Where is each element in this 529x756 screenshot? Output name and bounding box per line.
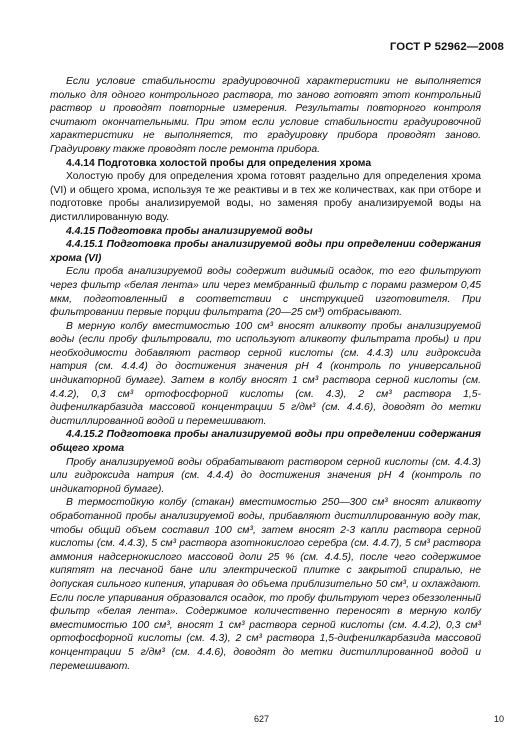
paragraph-blank-sample: Холостую пробу для определения хрома готовят раздельно для определения хрома (VI) и общего хрома, используя те же реактивы и в тех же количествах, как при отборе и подготовке пробы анализируемой воды, но заменяя пробу анализируемой воды на дистиллированную воду. bbox=[50, 171, 481, 223]
heading-4-4-15-2: 4.4.15.2 Подготовка пробы анализируемой воды при определении содержания общего хрома bbox=[50, 429, 481, 455]
standard-header: ГОСТ Р 52962—2008 bbox=[389, 41, 504, 53]
paragraph-filtering: Если проба анализируемой воды содержит видимый осадок, то его фильтруют через фильтр «белая лента» или через мембранный фильтр с порами размером 0,45 мкм, подготовленный в соответствии с инструкцией изготовителя. При фильтровании первые порции фильтрата (20—25 см³) отбрасывают. bbox=[50, 266, 481, 319]
paragraph-ph-adjustment: Пробу анализируемой воды обрабатывают раствором серной кислоты (см. 4.4.3) или гидроксида натрия (см. 4.4.4) до достижения значения pH 4 (контроль по индикаторной бумаге). bbox=[50, 456, 481, 495]
heading-4-4-14: 4.4.14 Подготовка холостой пробы для определения хрома bbox=[66, 157, 372, 169]
page-number: 10 bbox=[493, 714, 504, 724]
document-body bbox=[50, 75, 481, 673]
paragraph-calibration-repeat: Если условие стабильности градуировочной характеристики не выполняется только для одного контрольного раствора, то заново готовят этот контрольный раствор и проводят повторные измерения. Результаты повторного контроля считают окончательными. При этом если условие стабильности градуировочной характеристики не выполняется, то градуировку прибора проводят заново. Градуировку также проводят после ремонта прибора. bbox=[50, 76, 481, 155]
paragraph-chromium-vi-procedure: В мерную колбу вместимостью 100 см³ вносят аликвоту пробы анализируемой воды (если пробу фильтровали, то используют аликвоту фильтрата пробы) и при необходимости добавляют раствор серной кислоты (см. 4.4.3) или гидроксида натрия (см. 4.4.4) до достижения значения pH 4 (контроль по универсальной индикаторной бумаге). Затем в колбу вносят 1 см³ раствора серной кислоты (см. 4.4.2), 0,3 см³ ортофосфорной кислоты (см. 4.3), 2 см³ раствора 1,5-дифенилкарбазида массовой концентрации 5 г/дм³ (см. 4.4.6), доводят до метки дистиллированной водой и перемешивают. bbox=[50, 320, 481, 427]
paragraph-total-chromium-procedure: В термостойкую колбу (стакан) вместимостью 250—300 см³ вносят аликвоту обработанной пробы анализируемой воды, прибавляют дистиллированную воду так, чтобы общий объем составил 100 см³, затем вносят 2-3 капли раствора серной кислоты (см. 4.4.3), 5 см³ раствора азотнокислого серебра (см. 4.4.7), 5 см³ раствора аммония надсернокислого массовой доли 25 % (см. 4.4.5), после чего содержимое кипятят на песчаной бане или электрической плитке с закрытой спиралью, не допуская сильного кипения, упаривая до объема приблизительно 50 см³, и охлаждают. Если после упаривания образовался осадок, то пробу фильтруют через обеззоленный фильтр «белая лента». Содержимое количественно переносят в мерную колбу вместимостью 100 см³, вносят 1 см³ раствора серной кислоты (см. 4.4.2), 0,3 см³ ортофосфорной кислоты (см. 4.3), 2 см³ раствора 1,5-дифенилкарбазида массовой концентрации 5 г/дм³ (см. 4.4.6), доводят до метки дистиллированной водой и перемешивают. bbox=[50, 497, 481, 672]
heading-4-4-15: 4.4.15 Подготовка пробы анализируемой воды bbox=[66, 225, 313, 237]
heading-4-4-15-1: 4.4.15.1 Подготовка пробы анализируемой воды при определении содержания хрома (VI) bbox=[50, 239, 481, 264]
book-page-number: 627 bbox=[254, 714, 270, 724]
